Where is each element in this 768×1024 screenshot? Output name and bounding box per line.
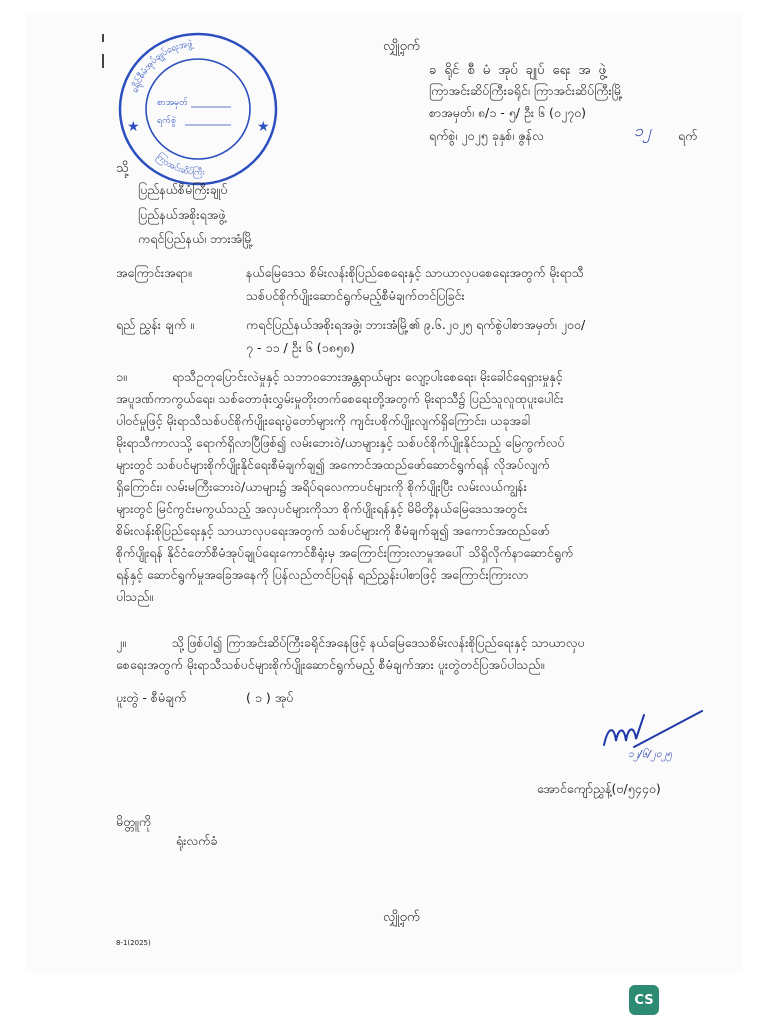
office-line2: ကြာအင်းဆိပ်ကြီးခရိုင်၊ ကြာအင်းဆိပ်ကြီးမြို့ <box>429 83 623 98</box>
edge-mark <box>102 54 104 68</box>
attachment-count: ( ၁ ) အုပ် <box>246 690 294 705</box>
para1-line: ရာသီဥတုပြောင်းလဲမှုနှင့် သဘာဝဘေးအန္တရာယ်များ လျော့ပါးစေရေး၊ မိုးခေါင်ရေရှားမှုနှင့် <box>172 369 563 384</box>
stamp-row1: စာအမှတ် <box>157 98 188 108</box>
office-line1: ခ ရိုင် စီ မံ အုပ် ချုပ် ရေး အ ဖွဲ့ <box>429 63 606 78</box>
form-code: 8-1(2025) <box>116 939 151 947</box>
attachment-label: ပူးတွဲ - စီမံချက် <box>116 690 187 705</box>
reference-line2: ၇ - ၁၁ / ဦး ၆ (၁၈၅၈) <box>246 340 355 355</box>
stamp-bottom-text: ကြာအင်းဆိပ်ကြီး <box>154 151 205 178</box>
recipient-line3: ကရင်ပြည်နယ်၊ ဘားအံမြို့ <box>138 231 254 246</box>
to-label: သို့ <box>116 161 129 176</box>
signer-name: အောင်ကျော်ညွှန့်(ဗ/၅၄၄၀) <box>537 781 661 796</box>
reference-label: ရည် ညွှန်း ချက် ။ <box>116 317 194 332</box>
signature-date: ၁၂/၆/၂၀၂၅ <box>628 749 672 760</box>
para1-line: ပါသည်။ <box>116 589 154 604</box>
secrecy-bottom: လျှို့ဝှက် <box>383 910 420 925</box>
subject-label: အကြောင်းအရာ။ <box>116 265 192 280</box>
stamp-ring-text: ခရိုင်စီမံအုပ်ချုပ်ရေးအဖွဲ့ <box>130 39 194 95</box>
stamp-row2: ရက်စွဲ <box>157 116 177 126</box>
handwritten-signature <box>598 707 708 767</box>
official-stamp <box>113 27 283 187</box>
secrecy-top: လျှို့ဝှက် <box>383 39 420 54</box>
para2-line: သို့ဖြစ်ပါ၍ ကြာအင်းဆိပ်ကြီးခရိုင်အနေဖြင့် နယ်မြေဒေသစိမ်းလန်းစိုပြည်ရေးနှင့် သာယာလှပ <box>172 635 585 650</box>
para1-line: များတွင် မြင်ကွင်းမကွယ်သည့် အလှပင်များကိုသာ စိုက်ပျိုးရန်နှင့် မိမိတို့နယ်မြေဒေသအတွင်း <box>116 501 528 516</box>
para1-line: အပူဒဏ်ကာကွယ်ရေး၊ သစ်တောဖုံးလွှမ်းမှုတိုးတက်စေရေးတို့အတွက် မိုးရာသီ၌ ပြည်သူလူထုပူးပေါင်း <box>116 391 564 406</box>
recipient-line2: ပြည်နယ်အစိုးရအဖွဲ့ <box>138 207 226 222</box>
reference-line1: ကရင်ပြည်နယ်အစိုးရအဖွဲ့၊ ဘားအံမြို့၏ ၉.၆.၂၀၂၅ ရက်စွဲပါစာအမှတ်၊ ၂၀၀/ <box>246 317 586 332</box>
camscanner-logo-icon: CS <box>629 985 659 1015</box>
para1-line: များတွင် သစ်ပင်များစိုက်ပျိုးနိုင်ရေးစီမံချက်ချ၍ အကောင်အထည်ဖော်ဆောင်ရွက်ရန် လိုအပ်လျက် <box>116 457 550 472</box>
para1-line: စိမ်းလန်းစိုပြည်ရေးနှင့် သာယာလှပရေးအတွက် သစ်ပင်များကို စီမံချက်ချ၍ အကောင်အထည်ဖော် <box>116 523 550 538</box>
para1-number: ၁။ <box>116 369 127 384</box>
subject-line2: သစ်ပင်စိုက်ပျိုးဆောင်ရွက်မည့်စီမံချက်တင်ပြခြင်း <box>246 288 465 303</box>
para1-line: မိုးရာသီကာလသို့ ရောက်ရှိလာပြီဖြစ်၍ လမ်းဘေးဝဲ/ယာများနှင့် သစ်ပင်စိုက်ပျိုးနိုင်သည့် မြေကွက်လပ် <box>116 435 565 450</box>
date-day-handwritten: ၁၂ <box>634 121 651 140</box>
para1-line: ရှိကြောင်း၊ လမ်းမကြီးဘေးဝဲ/ယာများ၌ အရိပ်ရလေကာပင်များကို စိုက်ပျိုးပြီး လမ်းလယ်ကျွန်း <box>116 479 527 494</box>
para1-line: ရန်နှင့် ဆောင်ရွက်မှုအခြေအနေကို ပြန်လည်တင်ပြရန် ရည်ညွှန်းပါစာဖြင့် အကြောင်းကြားလာ <box>116 567 529 582</box>
subject-line1: နယ်မြေဒေသ စိမ်းလန်းစိုပြည်စေရေးနှင့် သာယာလှပစေရေးအတွက် မိုးရာသီ <box>246 265 584 280</box>
para1-line: စိုက်ပျိုးရန် နိုင်ငံတော်စီမံအုပ်ချုပ်ရေးကောင်စီရုံးမှ အကြောင်းကြားလာမှုအပေါ် သိရှိလိုက်နာဆောင်ရွက် <box>116 545 574 560</box>
recipient-line1: ပြည်နယ်စီမံကြီးချုပ် <box>138 182 228 197</box>
copy-line1: ရုံးလက်ခံ <box>176 833 218 848</box>
copy-label: မိတ္တူကို <box>116 814 152 829</box>
reference-number: စာအမှတ်၊ ၈/၁ - ၅/ ဦး ၆ (၀၂၇၀) <box>429 105 587 120</box>
date-suffix: ရက် <box>678 128 698 143</box>
para1-line: ပါဝင်မှုဖြင့် မိုးရာသီသစ်ပင်စိုက်ပျိုးရေးပွဲတော်များကို ကျင်းပစိုက်ပျိုးလျက်ရှိကြောင်း၊ ယခုအခါ <box>116 413 531 428</box>
edge-mark <box>102 34 104 42</box>
date-line: ရက်စွဲ၊ ၂၀၂၅ ခုနှစ်၊ ဇွန်လ <box>429 128 544 143</box>
stamp-star-left-icon: ★ <box>127 119 140 135</box>
para2-number: ၂။ <box>116 635 126 650</box>
stamp-star-right-icon: ★ <box>257 119 270 135</box>
para2-line: စေရေးအတွက် မိုးရာသီသစ်ပင်များစိုက်ပျိုးဆောင်ရွက်မည့် စီမံချက်အား ပူးတွဲတင်ပြအပ်ပါသည်။ <box>116 657 545 672</box>
